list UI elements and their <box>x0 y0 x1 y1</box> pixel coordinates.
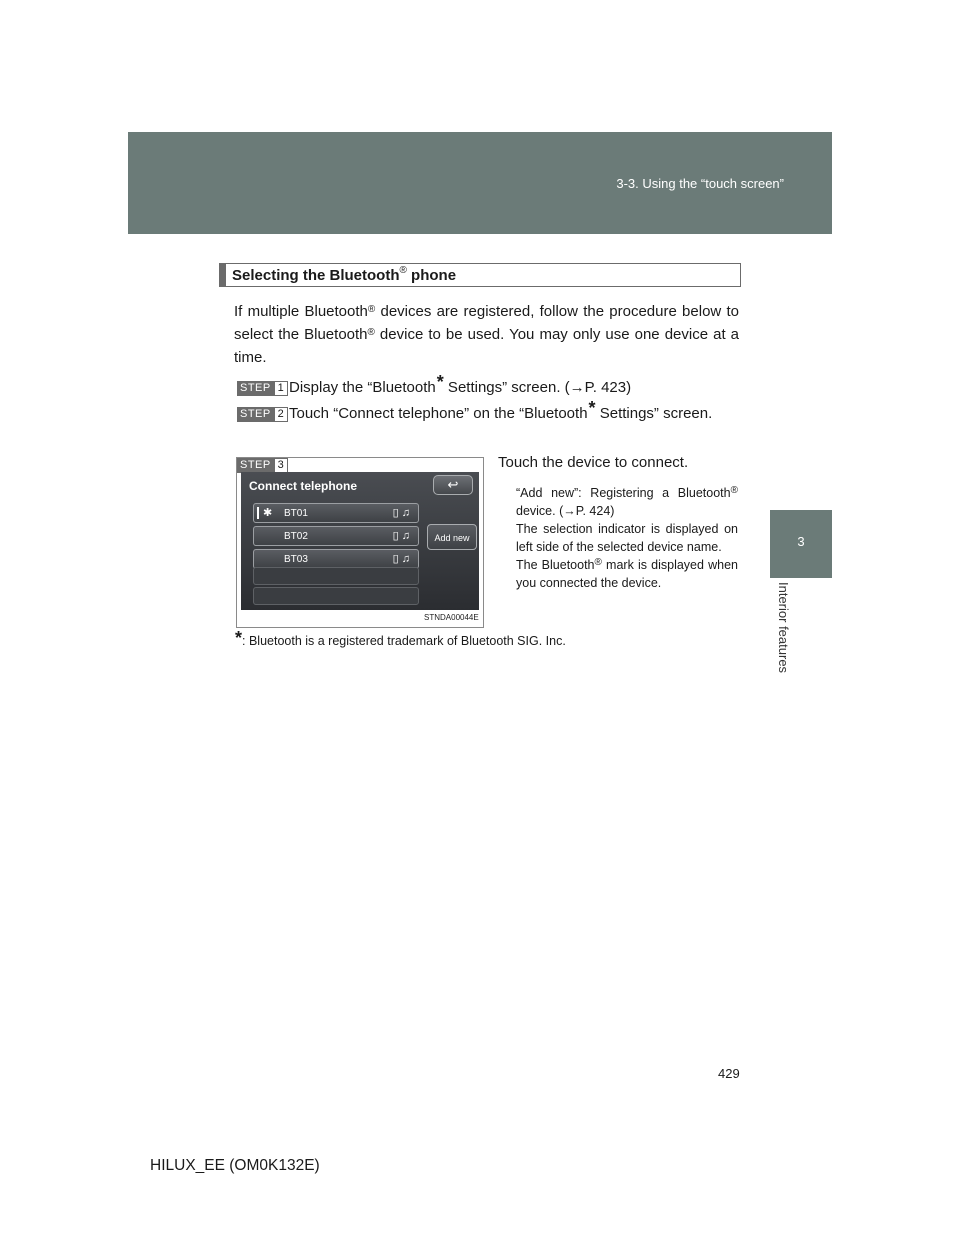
chapter-tab <box>770 510 832 578</box>
chapter-number: 3 <box>797 534 805 549</box>
connect-telephone-screen <box>241 472 479 610</box>
device-name: BT01 <box>284 508 308 519</box>
step-1-badge: STEP 1 <box>237 381 288 396</box>
screen-title: Connect telephone <box>249 479 358 493</box>
chapter-title: Interior features <box>776 582 791 674</box>
bluetooth-icon: ✱ <box>263 507 273 519</box>
step-3-badge: STEP 3 <box>237 458 288 473</box>
note-add-new: “Add new”: Registering a Bluetooth® device. (→P. 424) <box>516 485 738 518</box>
header-band <box>128 132 832 234</box>
back-button[interactable] <box>433 475 473 495</box>
step-3-text: Touch the device to connect. <box>498 454 689 471</box>
device-row-bt01[interactable] <box>253 503 419 523</box>
note-bluetooth-mark: The Bluetooth® mark is displayed when you connected the device. <box>516 557 738 590</box>
image-code: STNDA00044E <box>424 613 479 622</box>
footnote: *: Bluetooth is a registered trademark of Bluetooth SIG. Inc. <box>235 628 566 648</box>
intro-paragraph: If multiple Bluetooth® devices are registered, follow the procedure below to select the Bluetooth® device to be used. You may only use one device at a time. <box>234 303 739 366</box>
phone-music-icon: ▯ ♫ <box>392 530 410 542</box>
step-2-badge: STEP 2 <box>237 407 288 422</box>
selection-indicator <box>257 507 259 519</box>
step-2-text: Touch “Connect telephone” on the “Bluetooth* Settings” screen. <box>289 398 713 422</box>
device-name: BT02 <box>284 531 308 542</box>
section-title-bar <box>219 263 741 287</box>
phone-music-icon: ▯ ♫ <box>392 507 410 519</box>
device-row-bt02[interactable] <box>253 526 419 546</box>
device-row-empty[interactable] <box>253 567 419 585</box>
note-selection: The selection indicator is displayed on left side of the selected device name. <box>516 522 738 554</box>
device-row-empty[interactable] <box>253 587 419 605</box>
phone-music-icon: ▯ ♫ <box>392 553 410 565</box>
chapter-label <box>774 582 798 688</box>
add-new-button[interactable]: Add new <box>427 524 477 550</box>
back-arrow-icon: ↩ <box>447 477 459 492</box>
section-header: 3-3. Using the “touch screen” <box>616 176 784 191</box>
section-title: Selecting the Bluetooth® phone <box>232 265 457 284</box>
page-number: 429 <box>718 1066 740 1081</box>
manual-code: HILUX_EE (OM0K132E) <box>150 1157 320 1174</box>
step-3-notes <box>516 484 738 592</box>
device-name: BT03 <box>284 554 308 565</box>
step-1-text: Display the “Bluetooth* Settings” screen. (→P. 423) <box>289 372 632 396</box>
device-row-bt03[interactable] <box>253 549 419 569</box>
